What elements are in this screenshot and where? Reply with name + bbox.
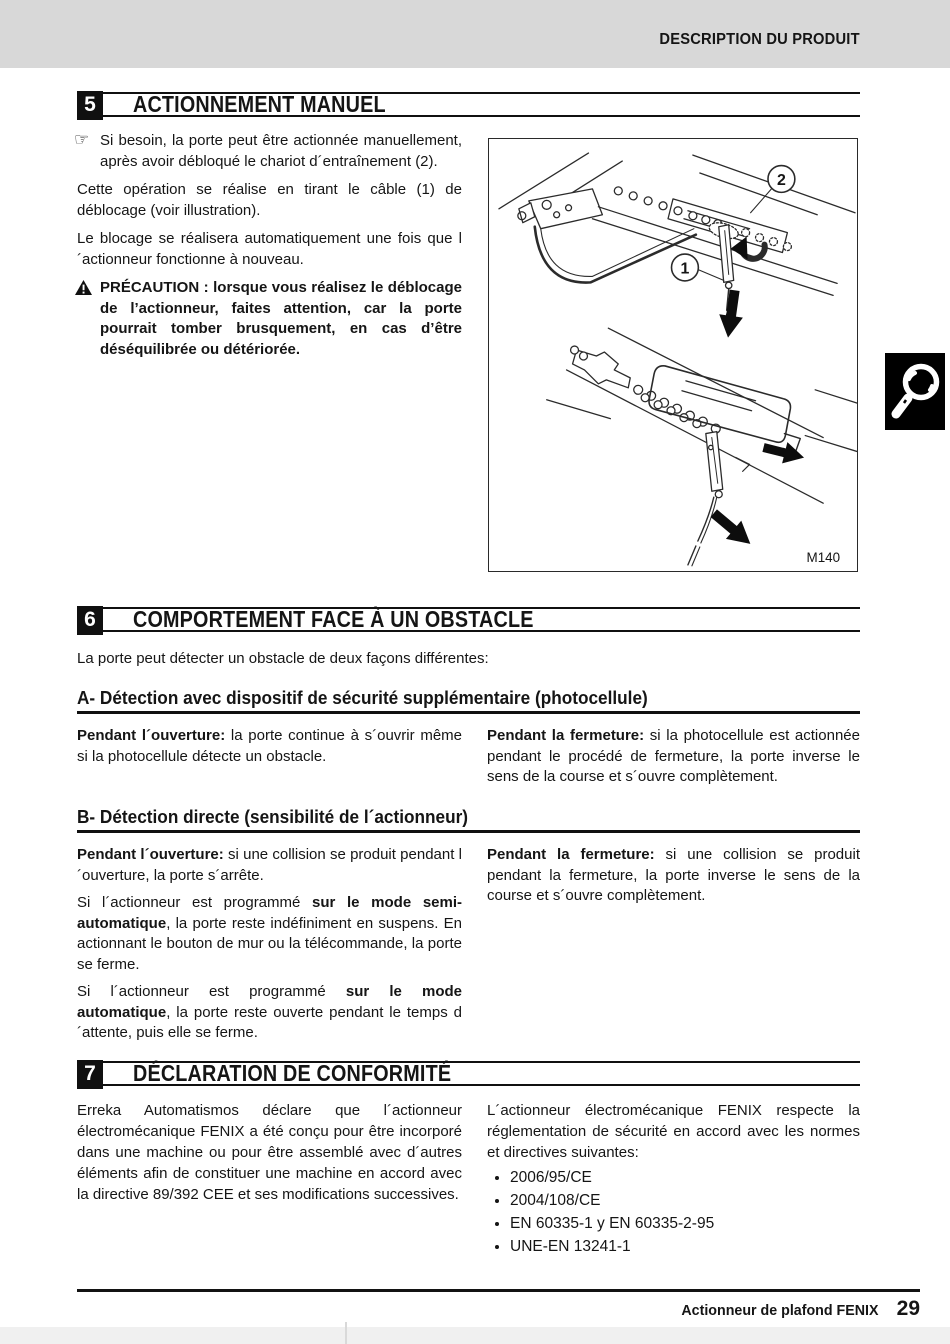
paragraph-manual-release: ☞ Si besoin, la porte peut être actionnée manuellement, après avoir débloqué le chariot d´entraînement (2).: [74, 130, 462, 170]
warning-triangle-icon: [75, 280, 92, 303]
subsection-a-heading: A- Détection avec dispositif de sécurité supplémentaire (photocellule): [77, 687, 648, 708]
subsection-a-right: [487, 726, 860, 795]
release-diagram: [489, 139, 857, 571]
callout-1: 1: [680, 260, 690, 278]
section-5-text: [74, 130, 462, 368]
section-7-title: DÉCLARATION DE CONFORMITÉ: [133, 1059, 452, 1086]
pointing-hand-icon: ☞: [74, 130, 90, 149]
paragraph-cable: Cette opération se réalise en tirant le câble (1) de déblocage (voir illustration).: [77, 181, 462, 219]
footer-doc-title: Actionneur de plafond FENIX: [681, 1302, 879, 1319]
section-7-left: [77, 1100, 462, 1262]
directive-list-item: • EN 60335-1 y EN 60335-2-95: [510, 1216, 860, 1232]
subsection-a-left: [77, 726, 462, 795]
figure-code-label: M140: [806, 549, 841, 565]
section-5-header: [77, 92, 860, 117]
footer-page-number: 29: [896, 1297, 920, 1320]
zoom-callout-box: [885, 353, 945, 430]
paragraph-b-closing: Pendant la fermeture: si une collision se produit pendant la fermeture, la porte inverse le sens de la course et s´ouvre complètement.: [487, 846, 860, 904]
section-7-columns: [77, 1100, 860, 1262]
paragraph-a-opening: Pendant l´ouverture: la porte continue à s´ouvrir même si la photocellule détecte un obstacle.: [77, 727, 462, 765]
subsection-b-right: [487, 845, 860, 1051]
paragraph-declaration: Erreka Automatismos déclare que l´actionneur électromécanique FENIX a été conçu pour être incorporé dans une machine ou pour être assemblé avec d´autres éléments afin de constituer une machine en accord avec la directive 89/392 CEE et ses modifications successives.: [77, 1102, 462, 1203]
subsection-a-columns: [77, 726, 860, 795]
section-5-number: 5: [77, 91, 103, 120]
manual-release-figure: [488, 138, 858, 572]
footer: [0, 1297, 920, 1321]
scan-edge-artifact: [0, 1327, 950, 1344]
section-6-header: [77, 607, 860, 632]
paragraph-b-opening: Pendant l´ouverture: si une collision se produit pendant l´ouverture, la porte s´arrête.: [77, 846, 462, 884]
page-header-band: [0, 0, 950, 68]
section-6-title: COMPORTEMENT FACE À UN OBSTACLE: [133, 605, 534, 632]
page-header-title: DESCRIPTION DU PRODUIT: [659, 31, 860, 48]
paragraph-relock: Le blocage se réalisera automatiquement une fois que l´actionneur fonctionne à nouveau.: [77, 230, 462, 268]
paragraph-norms-intro: L´actionneur électromécanique FENIX respecte la réglementation de sécurité en accord avec les normes et directives suivantes:: [487, 1102, 860, 1161]
magnifier-icon: [885, 353, 945, 430]
divider-rule-b: [77, 830, 860, 833]
subsection-b-left: [77, 845, 462, 1051]
section-7-header: [77, 1061, 860, 1086]
section-7-right: [487, 1100, 860, 1262]
footer-rule: [77, 1289, 920, 1292]
scan-line-artifact: [345, 1322, 347, 1344]
paragraph-warning: PRÉCAUTION : lorsque vous réalisez le déblocage de l’actionneur, faites attention, car la porte pourrait tomber brusquement, en cas d’être déséquilibrée ou détériorée.: [77, 278, 462, 360]
subsection-b-columns: [77, 845, 860, 1051]
section-6-number: 6: [77, 606, 103, 635]
paragraph-b-semiauto: Si l´actionneur est programmé sur le mode semi-automatique, la porte reste indéfiniment en suspens. En actionnant le bouton de mur ou la télécommande, la porte se ferme.: [77, 894, 462, 973]
section-6-intro: La porte peut détecter un obstacle de deux façons différentes:: [77, 650, 489, 667]
directives-list: [487, 1170, 860, 1255]
paragraph-a-closing: Pendant la fermeture: si la photocellule est actionnée pendant le procédé de fermeture, la porte inverse le sens de la course et s´ouvre complètement.: [487, 727, 860, 785]
section-5-title: ACTIONNEMENT MANUEL: [133, 90, 386, 117]
directive-list-item: • 2006/95/CE: [510, 1170, 860, 1186]
section-7-number: 7: [77, 1060, 103, 1089]
subsection-b-heading: B- Détection directe (sensibilité de l´actionneur): [77, 806, 469, 827]
directive-list-item: • UNE-EN 13241-1: [510, 1239, 860, 1255]
divider-rule-a: [77, 711, 860, 714]
paragraph-b-auto: Si l´actionneur est programmé sur le mode automatique, la porte reste ouverte pendant le temps d´attente, puis elle se ferme.: [77, 983, 462, 1041]
callout-2: 2: [776, 171, 786, 189]
directive-list-item: • 2004/108/CE: [510, 1193, 860, 1209]
